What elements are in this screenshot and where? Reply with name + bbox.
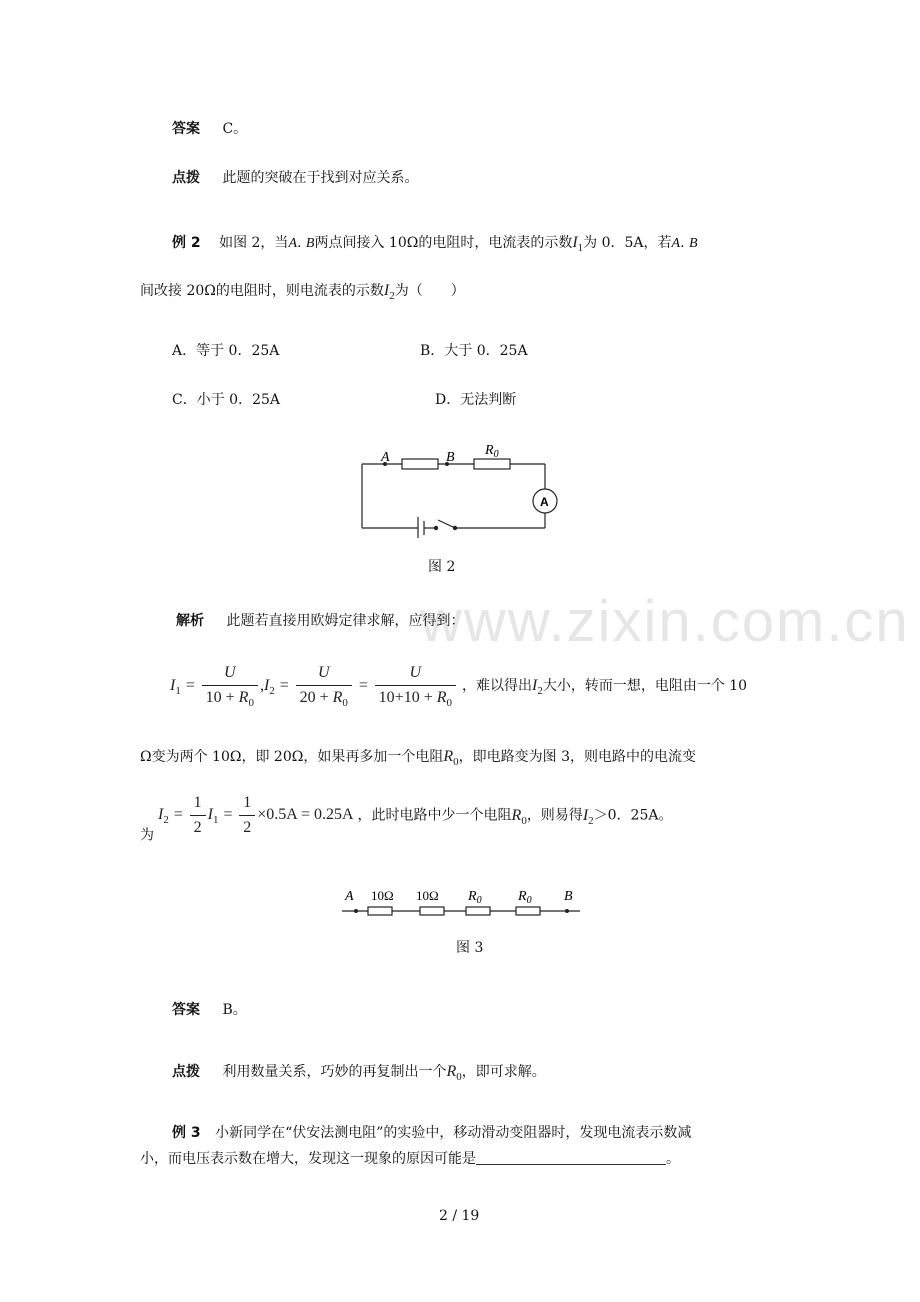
figure-3-series-circuit bbox=[338, 880, 588, 925]
label-a: A bbox=[345, 889, 354, 904]
answer-text: B。 bbox=[222, 1002, 247, 1018]
example-3-line-1: 例 3 小新同学在“伏安法测电阻”的实验中，移动滑动变阻器时，发现电流表示数减 bbox=[172, 1125, 692, 1141]
answer-text: C。 bbox=[222, 121, 248, 137]
example-2-line-2: 间改接 20Ω的电阻时，则电流表的示数$I_2$为（ ） bbox=[140, 282, 465, 302]
label-b: B bbox=[564, 889, 573, 904]
label-r0: $R_0$ bbox=[485, 443, 499, 460]
formula-current-half: $I_2$ = $\frac{1}{2}$ $I_1$ = $\frac{1}{2}$ ×0.5A = 0.25A bbox=[158, 794, 354, 836]
tip-line-1 bbox=[172, 167, 418, 187]
analysis-equation-line: $I_1$ = $\frac{U}{10 + R_0}$ $,I_2$ = $\frac{U}{20 + R_0}$ = $\frac{U}{10+10 + R_0}$ ，难以得出$I_2$大小，转而一想，电阻由一个 10 bbox=[170, 664, 748, 709]
answer-blank[interactable] bbox=[476, 1150, 666, 1165]
analysis-line-3: Ω变为两个 10Ω，即 20Ω，如果再多加一个电阻$R_0$，即电路变为图 3，则电路中的电流变 bbox=[140, 748, 696, 768]
tip-label: 点拨 bbox=[172, 170, 200, 186]
analysis-label: 解析 bbox=[176, 613, 204, 629]
label-10-ohm-1: 10Ω bbox=[371, 888, 394, 903]
tip-text: 此题的突破在于找到对应关系。 bbox=[222, 170, 419, 186]
point-a-dot bbox=[354, 909, 358, 913]
analysis-line-1: 解析 此题若直接用欧姆定律求解，应得到： bbox=[176, 613, 465, 629]
label-10-ohm-2: 10Ω bbox=[416, 888, 439, 903]
option-a: A．等于 0．25A bbox=[172, 343, 280, 359]
example-2-line-1: 例 2 如图 2，当A. B两点间接入 10Ω的电阻时，电流表的示数$I_1$为 0．5A，若A. B bbox=[172, 234, 698, 254]
example-2-label: 例 2 bbox=[172, 235, 201, 251]
answer-label: 答案 bbox=[172, 121, 200, 137]
formula-ohms-law: $I_1$ = $\frac{U}{10 + R_0}$ $,I_2$ = $\frac{U}{20 + R_0}$ = $\frac{U}{10+10 + R_0}$ bbox=[170, 677, 462, 694]
symbol-I2: $I_2$ bbox=[383, 282, 395, 302]
figure-3-caption: 图 3 bbox=[456, 940, 484, 956]
analysis-line-4: 为 $I_2$ = $\frac{1}{2}$ $I_1$ = $\frac{1}{2}$ ×0.5A = 0.25A ，此时电路中少一个电阻$R_0$，则易得$I_2>0$．25A。 bbox=[140, 794, 673, 844]
page-number: 2 / 19 bbox=[439, 1208, 480, 1224]
example-3-line-2: 小，而电压表示数在增大，发现这一现象的原因可能是 。 bbox=[140, 1151, 680, 1167]
figure-2-circuit bbox=[350, 438, 570, 538]
option-d: D．无法判断 bbox=[435, 392, 517, 408]
tip-line-2: 点拨 利用数量关系，巧妙的再复制出一个$R_0$，即可求解。 bbox=[172, 1063, 546, 1083]
watermark: www.zixin.com.cn bbox=[420, 589, 910, 654]
answer-label: 答案 bbox=[172, 1002, 200, 1018]
ammeter-icon: A bbox=[540, 495, 549, 509]
answer-line-1 bbox=[172, 118, 247, 138]
tip-label: 点拨 bbox=[172, 1064, 200, 1080]
symbol-I1: $I_1$ bbox=[572, 234, 584, 254]
label-a: A bbox=[381, 450, 390, 465]
label-r0-1: $R_0$ bbox=[468, 889, 482, 906]
switch-pivot-dot bbox=[453, 526, 457, 530]
point-b-dot bbox=[565, 909, 569, 913]
option-b: B．大于 0．25A bbox=[420, 343, 528, 359]
switch-contact-dot bbox=[434, 526, 438, 530]
label-b: B bbox=[446, 450, 455, 465]
label-r0-2: $R_0$ bbox=[518, 889, 532, 906]
option-c: C．小于 0．25A bbox=[172, 392, 280, 408]
example-3-label: 例 3 bbox=[172, 1125, 201, 1141]
figure-2-caption: 图 2 bbox=[428, 559, 456, 575]
answer-line-2 bbox=[172, 999, 247, 1019]
